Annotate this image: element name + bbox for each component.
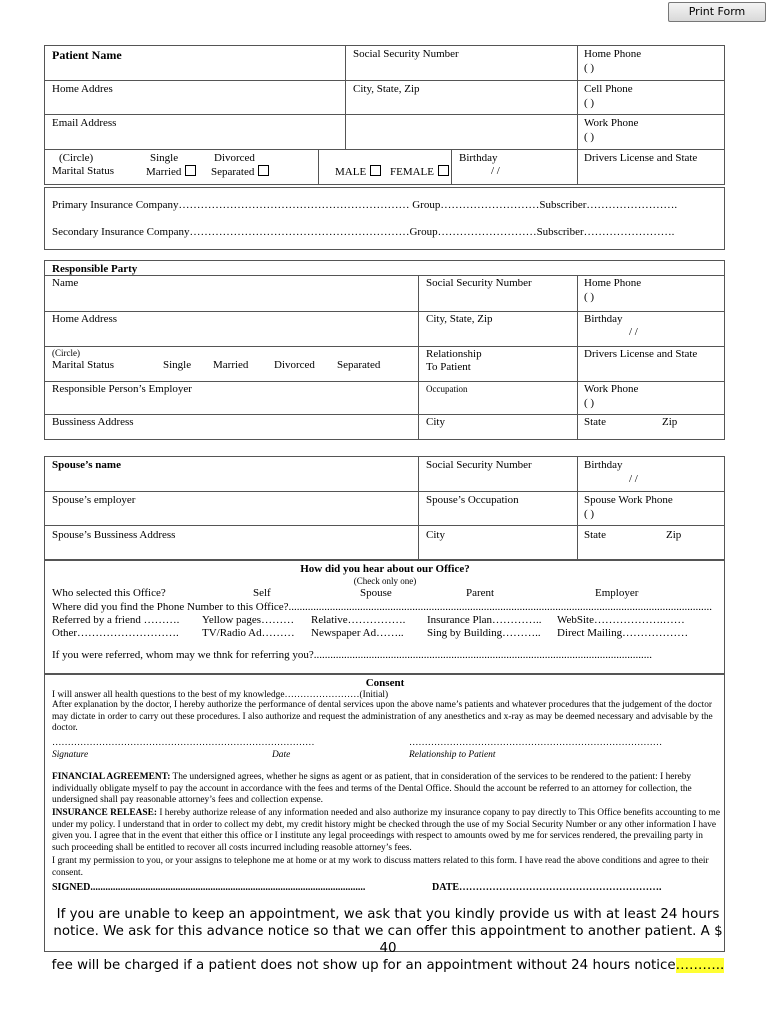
- patient-separated-option[interactable]: [211, 165, 269, 179]
- who-selected-employer[interactable]: Employer: [595, 587, 639, 599]
- direct-mail-option[interactable]: Direct Mailing………………: [557, 627, 689, 639]
- patient-home-address-label: Home Addres: [52, 83, 113, 95]
- insurance-plan-option[interactable]: Insurance Plan…………..: [427, 614, 542, 626]
- patient-single-label: Single: [150, 152, 179, 164]
- notice-line-3-text: fee will be charged if a patient does not show up for an appointment without 24 hours notice: [51, 958, 676, 973]
- who-selected-self[interactable]: Self: [253, 587, 271, 599]
- female-checkbox[interactable]: [438, 165, 449, 176]
- notice-highlight-dots: ………..: [675, 958, 725, 973]
- primary-insurance-line[interactable]: Primary Insurance Company……………………………………………………… Group………………………Subscriber…………………….: [52, 199, 678, 211]
- phone-number-source-line[interactable]: Where did you find the Phone Number to this Office?..........................................................................................................................................................: [52, 601, 713, 613]
- rp-single-option[interactable]: Single: [163, 359, 192, 371]
- patient-cell-phone-label: Cell Phone: [584, 83, 633, 95]
- yellow-pages-option[interactable]: Yellow pages………: [202, 614, 295, 626]
- rp-work-phone-paren: ( ): [584, 397, 595, 409]
- signed-line[interactable]: SIGNED..............................................................................................................: [52, 882, 366, 893]
- initial-statement: I will answer all health questions to the best of my knowledge……………………(Initial): [52, 690, 389, 700]
- rp-occupation-label: Occupation: [426, 384, 468, 394]
- patient-married-option[interactable]: [146, 165, 196, 179]
- rp-city-label: City: [426, 416, 445, 428]
- website-option[interactable]: WebSite……………….……: [557, 614, 685, 626]
- rp-city-state-zip-label: City, State, Zip: [426, 313, 493, 325]
- rp-circle-label: (Circle): [52, 348, 80, 358]
- who-selected-spouse[interactable]: Spouse: [360, 587, 392, 599]
- male-option[interactable]: [335, 165, 381, 179]
- rp-work-phone-label: Work Phone: [584, 383, 639, 395]
- patient-separated-label: Separated: [211, 166, 255, 178]
- insurance-release-label: INSURANCE RELEASE:: [52, 808, 157, 818]
- patient-city-state-zip-label: City, State, Zip: [353, 83, 420, 95]
- rp-separated-option[interactable]: Separated: [337, 359, 381, 371]
- permission-paragraph: I grant my permission to you, or your assigns to telephone me at home or at my work to discuss matters related to this form. I have read the above conditions and agree to their consent.: [52, 856, 709, 878]
- other-option[interactable]: Other……………………….: [52, 627, 179, 639]
- patient-cell-phone-paren: ( ): [584, 97, 595, 109]
- spouse-employer-label: Spouse’s employer: [52, 494, 136, 506]
- referred-friend-option[interactable]: Referred by a friend ……….: [52, 614, 180, 626]
- spouse-ssn-label: Social Security Number: [426, 459, 532, 471]
- patient-name-label: Patient Name: [52, 48, 122, 62]
- patient-email-label: Email Address: [52, 117, 117, 129]
- spouse-occupation-label: Spouse’s Occupation: [426, 494, 519, 506]
- spouse-birthday-slashes: / /: [629, 473, 638, 485]
- financial-agreement-label: FINANCIAL AGREEMENT:: [52, 772, 171, 782]
- rp-home-phone-label: Home Phone: [584, 277, 642, 289]
- who-selected-parent[interactable]: Parent: [466, 587, 495, 599]
- patient-circle-label: (Circle): [59, 152, 94, 164]
- financial-agreement-text: The undersigned agrees, whether he signs as agent or as patient, that in consideration of the services to be rendered to the patient: I hereby individually obligate myself to pay the account in accordance with the fees and terms of the Dental Office. Should the account be referred to an attorney for collection, the undersigned shall pay reasonable attorney’s fees and collection expense.: [52, 772, 692, 806]
- relationship-line[interactable]: ………………………………………………………………………: [409, 738, 663, 748]
- rp-relationship-label: Relationship: [426, 348, 482, 360]
- date-caption: Date: [272, 750, 291, 760]
- spouse-name-label: Spouse’s name: [52, 459, 121, 471]
- signature-caption: Signature: [52, 750, 89, 760]
- female-option[interactable]: [390, 165, 449, 179]
- referral-title: How did you hear about our Office?: [300, 563, 470, 575]
- patient-married-label: Married: [146, 166, 182, 178]
- consent-title: Consent: [365, 677, 405, 689]
- patient-marital-status-label: Marital Status: [52, 165, 115, 177]
- relative-option[interactable]: Relative…………….: [311, 614, 406, 626]
- rp-divorced-option[interactable]: Divorced: [274, 359, 315, 371]
- male-label: MALE: [335, 166, 367, 178]
- spouse-city-label: City: [426, 529, 445, 541]
- separated-checkbox[interactable]: [258, 165, 269, 176]
- responsible-party-title: Responsible Party: [52, 263, 138, 275]
- spouse-work-phone-paren: ( ): [584, 508, 595, 520]
- newspaper-option[interactable]: Newspaper Ad……..: [311, 627, 404, 639]
- patient-work-phone-label: Work Phone: [584, 117, 639, 129]
- authorization-paragraph: After explanation by the doctor, I hereby authorize the performance of dental services upon the above name’s patients and whatever procedures that the judgement of the doctor may dictate in order to carry out these procedures. I also authorize and request the administration of any anesthetics and x-ray as may be deemed necessary and advisable by the doctor.: [52, 700, 713, 734]
- male-checkbox[interactable]: [370, 165, 381, 176]
- rp-birthday-label: Birthday: [584, 313, 623, 325]
- referral-check-one: (Check only one): [353, 576, 417, 586]
- spouse-work-phone-label: Spouse Work Phone: [584, 494, 673, 506]
- patient-ssn-label: Social Security Number: [353, 48, 459, 60]
- female-label: FEMALE: [390, 166, 434, 178]
- rp-drivers-license-label: Drivers License and State: [584, 348, 698, 360]
- rp-marital-status-label: Marital Status: [52, 359, 115, 371]
- sign-building-option[interactable]: Sing by Building………..: [427, 627, 541, 639]
- patient-work-phone-paren: ( ): [584, 131, 595, 143]
- rp-employer-label: Responsible Person’s Employer: [52, 383, 192, 395]
- appointment-notice: [48, 906, 728, 974]
- rp-birthday-slashes: / /: [629, 326, 638, 338]
- referrer-thanks-line[interactable]: If you were referred, whom may we thnk for referring you?...........................................................................................................................: [52, 649, 652, 661]
- patient-home-phone-paren: ( ): [584, 62, 595, 74]
- patient-home-phone-label: Home Phone: [584, 48, 642, 60]
- notice-line-1: If you are unable to keep an appointment, we ask that you kindly provide us with at least 24 hours: [56, 907, 720, 922]
- patient-drivers-license-label: Drivers License and State: [584, 152, 698, 164]
- rp-married-option[interactable]: Married: [213, 359, 249, 371]
- tv-radio-option[interactable]: TV/Radio Ad………: [202, 627, 295, 639]
- print-form-button[interactable]: Print Form: [668, 2, 766, 22]
- spouse-zip-label: Zip: [666, 529, 682, 541]
- secondary-insurance-line[interactable]: Secondary Insurance Company……………………………………………………Group………………………Subscriber…………………….: [52, 226, 675, 238]
- financial-agreement-paragraph: [52, 772, 720, 807]
- rp-home-phone-paren: ( ): [584, 291, 595, 303]
- notice-line-2: notice. We ask for this advance notice so that we can offer this appointment to another patient. A $ 40: [53, 924, 723, 956]
- spouse-state-label: State: [584, 529, 606, 541]
- patient-birthday-label: Birthday: [459, 152, 498, 164]
- insurance-release-text: I hereby authorize release of any information needed and also authorize my insurance copany to pay directly to This Office benefits accounting to me under my policy. I understand that in order to collect my debt, my credit history might be checked through the use of my Social Security Number or any other information I have given you. I agree that in the event that either this office or I institute any legal proceedings with respect to amounts owed by me for services rendered, the prevailing party in such proceeding shall be entitled to recover all costs incurred including reasoble attorney’s fees.: [52, 808, 720, 853]
- notice-line-3: [48, 957, 728, 974]
- relationship-caption: Relationship to Patient: [409, 750, 496, 760]
- rp-business-address-label: Bussiness Address: [52, 416, 134, 428]
- patient-birthday-slashes: / /: [491, 165, 500, 177]
- spouse-business-address-label: Spouse’s Bussiness Address: [52, 529, 176, 541]
- married-checkbox[interactable]: [185, 165, 196, 176]
- patient-divorced-label: Divorced: [214, 152, 255, 164]
- rp-zip-label: Zip: [662, 416, 678, 428]
- rp-state-label: State: [584, 416, 606, 428]
- rp-name-label: Name: [52, 277, 79, 289]
- date-line[interactable]: DATE…………………………………………………….: [432, 882, 662, 893]
- rp-home-address-label: Home Address: [52, 313, 118, 325]
- spouse-birthday-label: Birthday: [584, 459, 623, 471]
- signature-line[interactable]: …………………………………………………………………………: [52, 738, 315, 748]
- rp-to-patient-label: To Patient: [426, 361, 471, 373]
- who-selected-label: Who selected this Office?: [52, 587, 166, 599]
- insurance-release-paragraph: [52, 808, 720, 854]
- rp-ssn-label: Social Security Number: [426, 277, 532, 289]
